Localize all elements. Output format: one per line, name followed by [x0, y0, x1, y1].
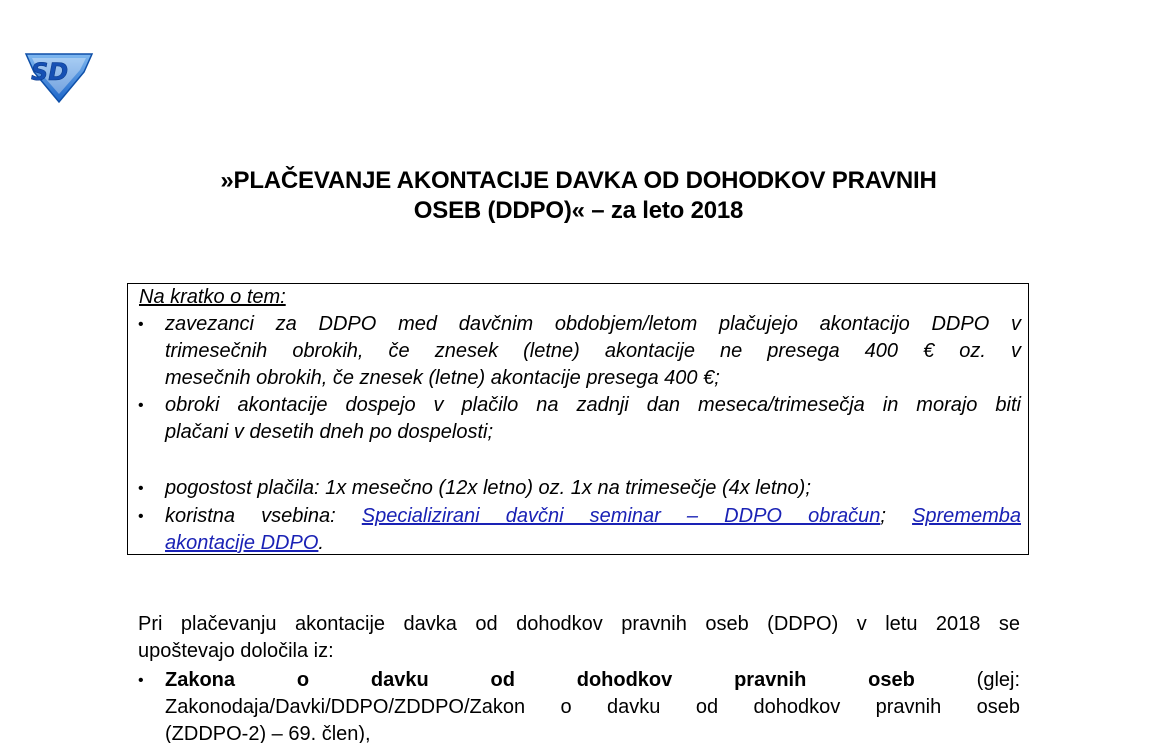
bullet-icon: • — [138, 672, 144, 689]
svg-text:SD: SD — [31, 58, 69, 86]
law-name: Zakona o davku od dohodkov pravnih oseb — [165, 669, 915, 691]
summary-item-4: • koristna vsebina: Specializirani davčni seminar – DDPO obračun; Sprememba akontacije DDPO. — [138, 505, 1021, 554]
law-list-item: • Zakona o davku od dohodkov pravnih oseb (glej: Zakonodaja/Davki/DDPO/ZDDPO/Zakon o davku od dohodkov pravnih oseb (ZDDPO-2) – 69. člen), — [138, 669, 1021, 743]
sprememba-link-part1[interactable]: Sprememba — [912, 505, 1021, 527]
title-line-2: OSEB (DDPO)« – za leto 2018 — [413, 197, 744, 224]
summary-box — [127, 283, 1029, 555]
document-title — [0, 166, 1157, 226]
bullet-icon: • — [138, 480, 144, 497]
intro-paragraph: Pri plačevanju akontacije davka od dohodkov pravnih oseb (DDPO) v letu 2018 se upoštevajo določila iz: — [138, 613, 1020, 662]
bullet-icon: • — [138, 316, 144, 333]
bullet-icon: • — [138, 397, 144, 414]
summary-item-2: • obroki akontacije dospejo v plačilo na zadnji dan meseca/trimesečja in morajo biti plačani v desetih dneh po dospelosti; — [138, 394, 1021, 443]
summary-heading: Na kratko o tem: — [139, 286, 286, 308]
sd-logo-icon — [22, 50, 96, 104]
seminar-link[interactable]: Specializirani davčni seminar – DDPO obračun — [361, 505, 881, 527]
summary-item-1: • zavezanci za DDPO med davčnim obdobjem/letom plačujejo akontacijo DDPO v trimesečnih obrokih, če znesek (letne) akontacije ne presega 400 € oz. v mesečnih obrokih, če znesek (letne) akontacije presega 400 €; — [138, 313, 1021, 389]
summary-item-3: • pogostost plačila: 1x mesečno (12x letno) oz. 1x na trimesečje (4x letno); — [165, 475, 1021, 502]
bullet-icon: • — [138, 508, 144, 525]
title-line-1: »PLAČEVANJE AKONTACIJE DAVKA OD DOHODKOV PRAVNIH — [220, 167, 937, 194]
sprememba-link-part2[interactable]: akontacije DDPO — [165, 532, 319, 554]
